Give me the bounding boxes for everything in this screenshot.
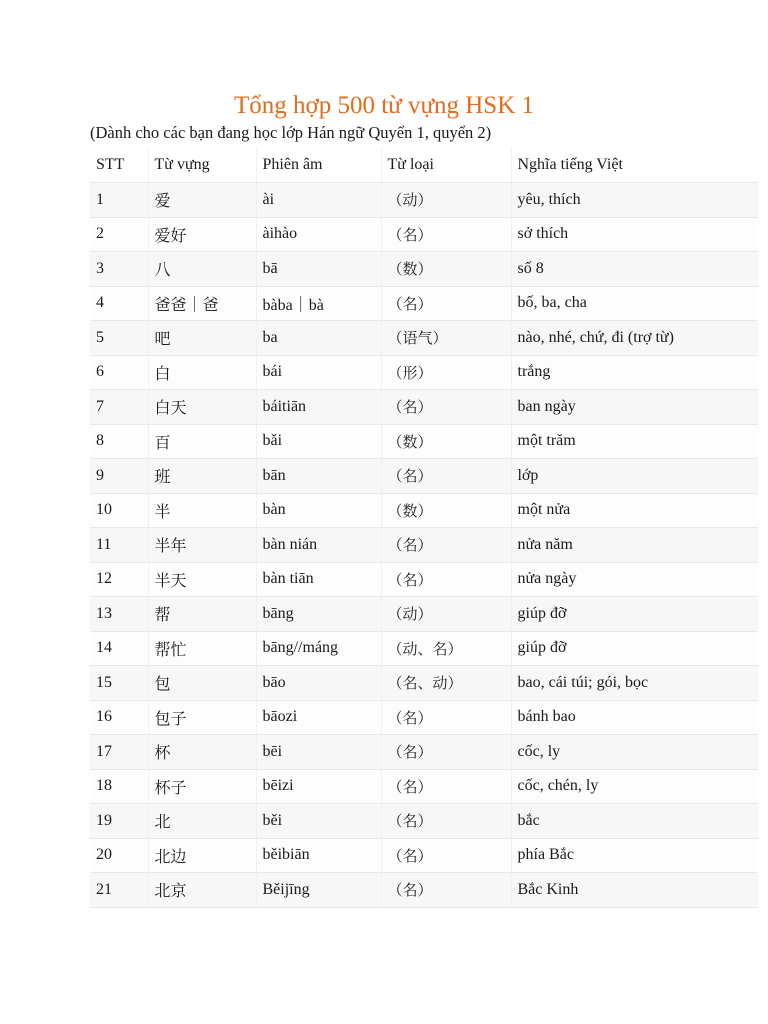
cell-stt: 13: [90, 597, 148, 632]
cell-word-type: （名）: [381, 562, 511, 597]
cell-word: 百: [148, 424, 256, 459]
cell-word: 杯子: [148, 769, 256, 804]
cell-meaning: cốc, chén, ly: [511, 769, 758, 804]
table-row: [90, 597, 758, 632]
cell-word-type: （名）: [381, 700, 511, 735]
cell-pinyin: bēizi: [256, 769, 381, 804]
cell-word-type: （名）: [381, 286, 511, 321]
cell-meaning: yêu, thích: [511, 183, 758, 218]
cell-word: 帮: [148, 597, 256, 632]
cell-pinyin: běi: [256, 804, 381, 839]
cell-word: 北边: [148, 838, 256, 873]
cell-stt: 20: [90, 838, 148, 873]
cell-stt: 7: [90, 390, 148, 425]
cell-word: 半天: [148, 562, 256, 597]
table-row: [90, 183, 758, 218]
cell-meaning: một trăm: [511, 424, 758, 459]
table-row: [90, 528, 758, 563]
cell-word: 帮忙: [148, 631, 256, 666]
cell-word: 白天: [148, 390, 256, 425]
cell-stt: 18: [90, 769, 148, 804]
cell-word-type: （动）: [381, 183, 511, 218]
cell-word: 杯: [148, 735, 256, 770]
cell-stt: 5: [90, 321, 148, 356]
cell-pinyin: bǎi: [256, 424, 381, 459]
header-word: Từ vựng: [148, 148, 256, 183]
cell-pinyin: àihào: [256, 217, 381, 252]
cell-stt: 2: [90, 217, 148, 252]
table-row: [90, 321, 758, 356]
header-meaning: Nghĩa tiếng Việt: [511, 148, 758, 183]
cell-pinyin: bā: [256, 252, 381, 287]
cell-pinyin: ba: [256, 321, 381, 356]
table-row: [90, 562, 758, 597]
table-body: [90, 183, 758, 908]
cell-word: 白: [148, 355, 256, 390]
table-row: [90, 769, 758, 804]
document-title: Tổng hợp 500 từ vựng HSK 1: [233, 92, 535, 119]
cell-meaning: nào, nhé, chứ, đi (trợ từ): [511, 321, 758, 356]
cell-pinyin: bāng//máng: [256, 631, 381, 666]
cell-word-type: （数）: [381, 424, 511, 459]
cell-pinyin: bāng: [256, 597, 381, 632]
cell-meaning: trắng: [511, 355, 758, 390]
table-row: [90, 631, 758, 666]
table-row: [90, 390, 758, 425]
cell-pinyin: ài: [256, 183, 381, 218]
header-stt: STT: [90, 148, 148, 183]
cell-word: 班: [148, 459, 256, 494]
table-row: [90, 804, 758, 839]
cell-pinyin: bēi: [256, 735, 381, 770]
table-row: [90, 666, 758, 701]
cell-meaning: phía Bắc: [511, 838, 758, 873]
cell-word-type: （名）: [381, 528, 511, 563]
cell-stt: 1: [90, 183, 148, 218]
table-row: [90, 217, 758, 252]
cell-stt: 6: [90, 355, 148, 390]
cell-pinyin: bāozi: [256, 700, 381, 735]
cell-word: 吧: [148, 321, 256, 356]
cell-word-type: （数）: [381, 252, 511, 287]
vocabulary-table: [90, 148, 758, 908]
cell-pinyin: bàn tiān: [256, 562, 381, 597]
cell-meaning: giúp đỡ: [511, 631, 758, 666]
cell-stt: 17: [90, 735, 148, 770]
cell-pinyin: bàn: [256, 493, 381, 528]
cell-stt: 10: [90, 493, 148, 528]
cell-pinyin: bāo: [256, 666, 381, 701]
cell-meaning: nửa năm: [511, 528, 758, 563]
table-row: [90, 355, 758, 390]
cell-meaning: nửa ngày: [511, 562, 758, 597]
cell-stt: 12: [90, 562, 148, 597]
cell-pinyin: bàba｜bà: [256, 286, 381, 321]
cell-word-type: （动）: [381, 597, 511, 632]
cell-word-type: （数）: [381, 493, 511, 528]
cell-pinyin: bái: [256, 355, 381, 390]
cell-meaning: một nửa: [511, 493, 758, 528]
cell-stt: 8: [90, 424, 148, 459]
cell-meaning: bố, ba, cha: [511, 286, 758, 321]
cell-word: 北: [148, 804, 256, 839]
cell-pinyin: bān: [256, 459, 381, 494]
cell-pinyin: báitiān: [256, 390, 381, 425]
cell-word-type: （语气）: [381, 321, 511, 356]
header-pinyin: Phiên âm: [256, 148, 381, 183]
cell-stt: 3: [90, 252, 148, 287]
table-row: [90, 700, 758, 735]
cell-stt: 21: [90, 873, 148, 908]
cell-word-type: （名）: [381, 838, 511, 873]
cell-stt: 19: [90, 804, 148, 839]
cell-word-type: （名、动）: [381, 666, 511, 701]
cell-meaning: bắc: [511, 804, 758, 839]
cell-stt: 16: [90, 700, 148, 735]
cell-stt: 9: [90, 459, 148, 494]
cell-meaning: cốc, ly: [511, 735, 758, 770]
cell-word: 八: [148, 252, 256, 287]
table-row: [90, 838, 758, 873]
cell-meaning: bánh bao: [511, 700, 758, 735]
table-row: [90, 424, 758, 459]
cell-stt: 15: [90, 666, 148, 701]
table-row: [90, 459, 758, 494]
cell-meaning: số 8: [511, 252, 758, 287]
cell-word-type: （名）: [381, 217, 511, 252]
cell-word: 爸爸｜爸: [148, 286, 256, 321]
cell-meaning: sở thích: [511, 217, 758, 252]
cell-stt: 14: [90, 631, 148, 666]
cell-word-type: （名）: [381, 390, 511, 425]
cell-meaning: ban ngày: [511, 390, 758, 425]
table-header-row: [90, 148, 758, 183]
cell-word-type: （名）: [381, 769, 511, 804]
cell-meaning: Bắc Kinh: [511, 873, 758, 908]
table-row: [90, 286, 758, 321]
cell-word: 半年: [148, 528, 256, 563]
document-subtitle: (Dành cho các bạn đang học lớp Hán ngữ Quyển 1, quyển 2): [90, 123, 492, 142]
cell-stt: 4: [90, 286, 148, 321]
cell-pinyin: běibiān: [256, 838, 381, 873]
cell-word: 包子: [148, 700, 256, 735]
cell-pinyin: Běijīng: [256, 873, 381, 908]
cell-word: 包: [148, 666, 256, 701]
cell-word: 北京: [148, 873, 256, 908]
table-row: [90, 873, 758, 908]
cell-word: 爱: [148, 183, 256, 218]
cell-word-type: （名）: [381, 873, 511, 908]
cell-word: 半: [148, 493, 256, 528]
cell-stt: 11: [90, 528, 148, 563]
table-row: [90, 493, 758, 528]
cell-word-type: （名）: [381, 804, 511, 839]
cell-meaning: bao, cái túi; gói, bọc: [511, 666, 758, 701]
cell-word-type: （名）: [381, 459, 511, 494]
cell-word-type: （名）: [381, 735, 511, 770]
cell-pinyin: bàn nián: [256, 528, 381, 563]
header-word-type: Từ loại: [381, 148, 511, 183]
cell-meaning: giúp đỡ: [511, 597, 758, 632]
cell-word-type: （形）: [381, 355, 511, 390]
table-row: [90, 735, 758, 770]
table-row: [90, 252, 758, 287]
cell-meaning: lớp: [511, 459, 758, 494]
cell-word-type: （动、名）: [381, 631, 511, 666]
cell-word: 爱好: [148, 217, 256, 252]
